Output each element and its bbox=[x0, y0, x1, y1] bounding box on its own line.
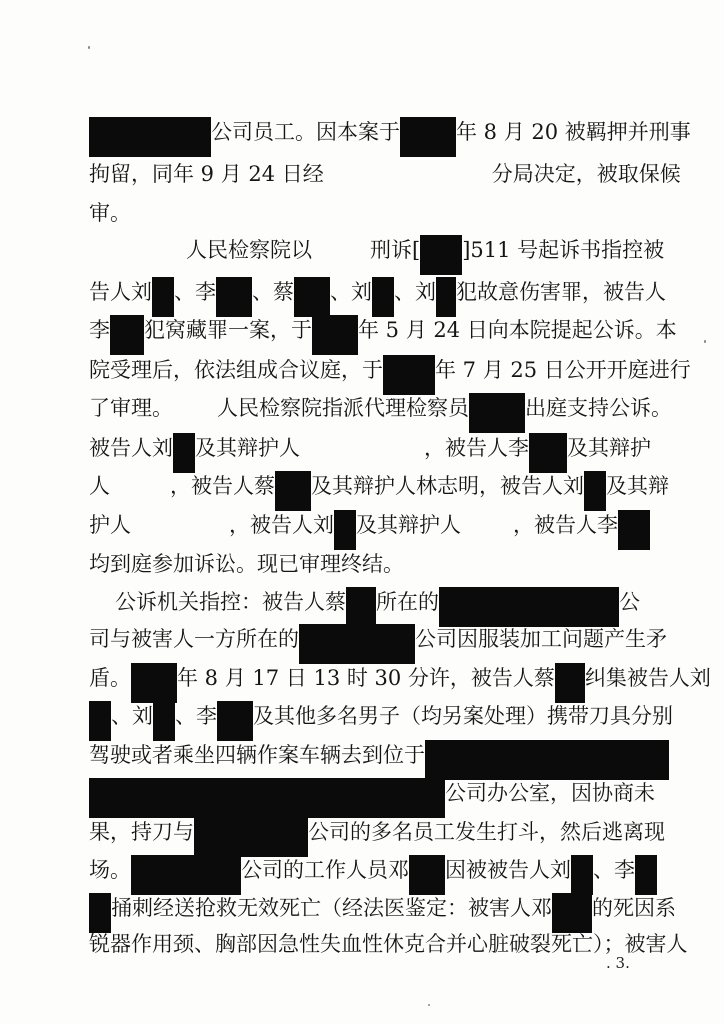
text-segment: 公司的工作人员邓 bbox=[241, 858, 409, 882]
text-segment: 、刘 bbox=[111, 704, 153, 728]
text-segment: 年 5 月 24 日向本院提起公诉。本 bbox=[358, 318, 677, 342]
text-segment: 、刘 bbox=[394, 280, 436, 304]
text-line bbox=[89, 310, 677, 350]
text-segment: 、蔡 bbox=[252, 280, 294, 304]
text-segment: 盾。 bbox=[89, 666, 131, 690]
text-segment: 被告人刘 bbox=[89, 436, 173, 460]
text-segment: 及其辩护 bbox=[567, 436, 651, 460]
text-line bbox=[89, 272, 666, 312]
text-line bbox=[89, 193, 131, 233]
text-segment: 公司员工。因本案于 bbox=[211, 120, 400, 144]
blank-space bbox=[131, 505, 229, 545]
text-segment: 及其他多名男子（均另案处理）携带刀具分别 bbox=[253, 704, 673, 728]
text-segment: 捅刺经送抢救无效死亡（经法医鉴定：被害人邓 bbox=[111, 896, 552, 920]
text-line bbox=[89, 888, 676, 928]
text-line bbox=[89, 505, 650, 545]
text-line bbox=[89, 812, 665, 852]
text-segment: ，被告人蔡 bbox=[170, 474, 275, 498]
text-segment: 拘留，同年 9 月 24 日经 bbox=[89, 162, 324, 186]
text-line bbox=[89, 544, 404, 584]
text-line bbox=[89, 154, 681, 194]
blank-space bbox=[312, 230, 370, 270]
text-line bbox=[89, 388, 672, 428]
text-segment: 锐器作用颈、胸部因急性失血性休克合并心脏破裂死亡）；被害人 bbox=[89, 932, 688, 956]
text-segment: 年 7 月 25 日公开开庭进行 bbox=[435, 358, 691, 382]
text-segment: 司与被害人一方所在的 bbox=[89, 627, 299, 651]
text-segment: 分局决定，被取保候 bbox=[491, 162, 681, 186]
text-segment: 李 bbox=[89, 318, 110, 342]
text-segment: 公 bbox=[619, 590, 640, 614]
text-segment: 场。 bbox=[89, 858, 131, 882]
text-segment: 院受理后，依法组成合议庭，于 bbox=[89, 358, 383, 382]
text-segment: 驾驶或者乘坐四辆作案车辆去到位于 bbox=[89, 743, 425, 767]
text-segment: 及其辩护人林志明，被告人刘 bbox=[311, 474, 584, 498]
text-segment: ，被告人刘 bbox=[229, 513, 334, 537]
text-line bbox=[89, 428, 651, 468]
text-line bbox=[89, 112, 691, 152]
text-line bbox=[89, 850, 657, 890]
text-segment: 出庭支持公诉。 bbox=[525, 396, 672, 420]
text-line bbox=[89, 735, 669, 775]
text-segment: 均到庭参加诉讼。现已审理终结。 bbox=[89, 552, 404, 576]
text-segment: 年 8 月 20 被羁押并刑事 bbox=[456, 120, 691, 144]
text-segment: 公诉机关指控：被告人蔡 bbox=[115, 590, 346, 614]
redaction-block bbox=[420, 235, 462, 275]
text-segment: 审。 bbox=[89, 201, 131, 225]
redaction-block bbox=[618, 510, 650, 550]
scan-speck bbox=[88, 46, 90, 49]
blank-space bbox=[173, 388, 217, 428]
text-segment: ]511 号起诉书指控被 bbox=[462, 238, 665, 262]
text-segment: 及其辩 bbox=[606, 474, 669, 498]
page-number: . 3. bbox=[606, 954, 630, 972]
redaction-block bbox=[110, 315, 144, 355]
blank-space bbox=[300, 428, 424, 468]
text-segment: 的死因系 bbox=[592, 896, 676, 920]
text-line bbox=[89, 773, 655, 813]
text-line bbox=[89, 466, 669, 506]
text-segment: 纠集被告人刘 bbox=[584, 666, 711, 690]
text-segment: 因被被告人刘 bbox=[445, 858, 571, 882]
text-segment: 及其辩护人 bbox=[195, 436, 300, 460]
text-segment: 、刘 bbox=[330, 280, 372, 304]
text-line bbox=[186, 230, 664, 270]
text-segment: 犯故意伤害罪，被告人 bbox=[456, 280, 666, 304]
text-segment: 公司办公室，因协商未 bbox=[445, 781, 655, 805]
blank-space bbox=[110, 466, 170, 506]
redaction-block bbox=[89, 117, 211, 157]
redaction-block bbox=[469, 393, 525, 433]
scan-speck bbox=[428, 1004, 430, 1006]
text-line bbox=[89, 658, 711, 698]
text-segment: 年 8 月 17 日 13 时 30 分许，被告人蔡 bbox=[177, 666, 555, 690]
text-line bbox=[89, 619, 667, 659]
text-segment: 犯窝藏罪一案，于 bbox=[144, 318, 312, 342]
text-segment: 及其辩护人 bbox=[356, 513, 461, 537]
text-segment: 所在的 bbox=[376, 590, 439, 614]
text-segment: 公司因服装加工问题产生矛 bbox=[415, 627, 667, 651]
text-segment: 人 bbox=[89, 474, 110, 498]
text-segment: 、李 bbox=[174, 280, 216, 304]
text-segment: 护人 bbox=[89, 513, 131, 537]
redaction-block bbox=[312, 315, 358, 355]
redaction-block bbox=[400, 117, 456, 157]
scan-speck bbox=[704, 340, 706, 343]
text-segment: ，被告人李 bbox=[513, 513, 618, 537]
text-segment: 人民检察院指派代理检察员 bbox=[217, 396, 469, 420]
text-segment: ，被告人李 bbox=[424, 436, 529, 460]
text-segment: 了审理。 bbox=[89, 396, 173, 420]
blank-space bbox=[324, 154, 492, 194]
blank-space bbox=[461, 505, 513, 545]
text-line bbox=[115, 582, 640, 622]
text-segment: 、李 bbox=[593, 858, 635, 882]
text-line bbox=[89, 350, 691, 390]
text-line bbox=[89, 924, 688, 964]
text-segment: 人民检察院以 bbox=[186, 238, 312, 262]
text-segment: 告人刘 bbox=[89, 280, 152, 304]
text-segment: 、李 bbox=[175, 704, 217, 728]
text-segment: 果，持刀与 bbox=[89, 820, 194, 844]
text-line bbox=[89, 696, 673, 736]
text-segment: 公司的多名员工发生打斗，然后逃离现 bbox=[308, 820, 665, 844]
text-segment: 刑诉[ bbox=[370, 238, 421, 262]
